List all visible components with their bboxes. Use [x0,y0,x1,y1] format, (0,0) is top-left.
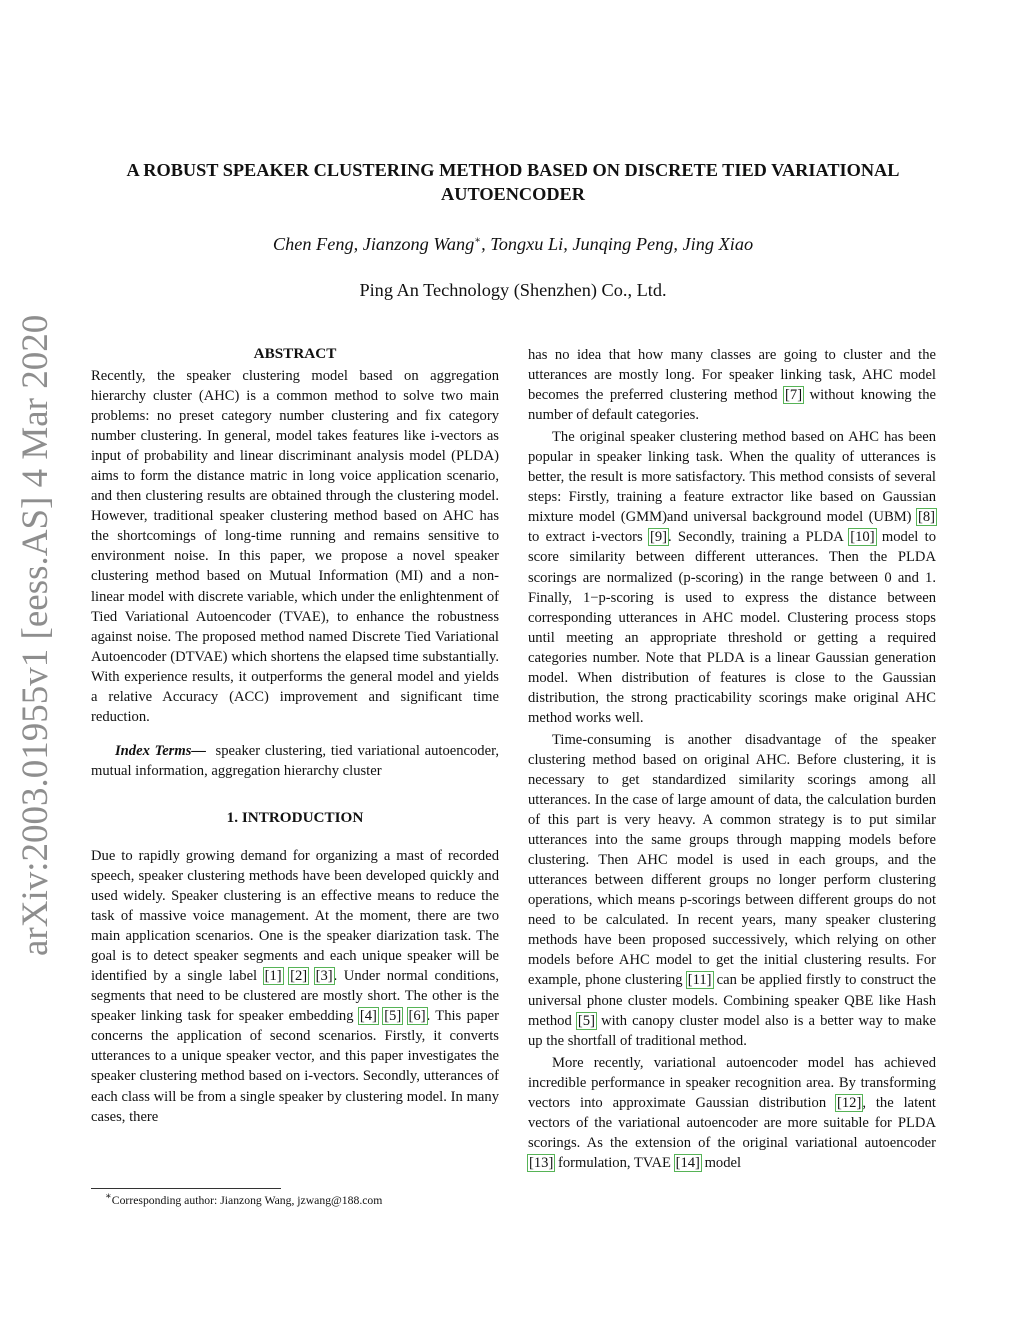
right-text-3c: with canopy cluster model also is a better way to make up the shortfall of traditional method. [528,1012,936,1049]
citation-link-10[interactable]: [10] [850,529,875,546]
right-text-4c: formulation, TVAE [554,1154,675,1171]
citation-link-13[interactable]: [13] [529,1154,554,1171]
authors-rest: , Tongxu Li, Junqing Peng, Jing Xiao [481,234,754,254]
introduction-paragraph [91,846,499,1127]
citation-link-5[interactable]: [5] [384,1008,402,1025]
index-terms-text: speaker clustering, tied variational autoencoder, mutual information, aggregation hierarchy cluster [91,742,500,779]
citation-link-8[interactable]: [8] [917,509,935,526]
citation-link-6[interactable]: [6] [408,1008,426,1025]
intro-text-1: Due to rapidly growing demand for organizing a mast of recorded speech, speaker clustering methods have been developed quickly and used widely. Speaker clustering is an effective means to reduce the task of massive voice management. At the moment, there are two main application scenarios. One is the speaker diarization task. The goal is to detect speaker segments and each unique speaker will be identified by a single label [91,847,499,985]
right-text-4a: More recently, variational autoencoder model has achieved incredible performance in speaker recognition area. By transforming vectors into approximate Gaussian distribution [528,1054,936,1111]
index-terms [91,741,499,781]
right-paragraph-2 [528,427,936,728]
title-line-2: AUTOENCODER [441,184,585,204]
author-list [80,232,946,256]
paper-title [80,158,946,206]
citation-link-5b[interactable]: [5] [577,1012,595,1029]
citation-link-12[interactable]: [12] [837,1094,862,1111]
right-text-2d: model to score similarity between different utterances. Then the PLDA scorings are normalized (p-scoring) in the range between 0 and 1. Finally, 1−p-scoring is used to express the distance between corresponding utterances in AHC model. Clustering process stops until meeting an appropriate threshold or getting a required categories number. Note that PLDA is a linear Gaussian generation model. When distribution of features is close to the Gaussian distribution, the strong practicability scorings make original AHC method works well. [528,529,936,726]
right-paragraph-3 [528,730,936,1051]
citation-link-3[interactable]: [3] [315,968,333,985]
abstract-heading: ABSTRACT [253,345,337,362]
footnote-mark: ∗ [105,1191,112,1203]
introduction-heading: 1. INTRODUCTION [226,808,364,826]
right-text-1a: has no idea that how many classes are going to cluster and the utterances are mostly long. For speaker linking task, AHC model becomes the preferred clustering method [528,347,936,404]
footnote-rule [91,1188,281,1189]
citation-link-2[interactable]: [2] [290,968,308,985]
arxiv-identifier: arXiv:2003.01955v1 [eess.AS] 4 Mar 2020 [15,314,56,956]
right-text-1b: without knowing the number of default categories. [528,387,936,424]
right-text-3b: can be applied firstly to construct the universal phone cluster models. Combining speaker QBE like Hash method [528,972,936,1029]
affiliation: Ping An Technology (Shenzhen) Co., Ltd. [359,280,667,300]
right-text-3a: Time-consuming is another disadvantage of the speaker clustering method based on original AHC. Before clustering, it is necessary to get standardized similarity scorings among all utterances. In the case of large amount of data, the calculation burden of this part is very heavy. A common strategy is to put similar utterances into the same groups through mapping models before clustering. Then AHC model is used in each groups, and the utterances between different groups no longer perform clustering operations, which means p-scorings between different groups do not need to be calculated. In recent years, many speaker clustering methods have been proposed successively, which relying on other models before AHC model to get the initial clustering results. For example, phone clustering [528,731,936,989]
right-text-4d: model [700,1154,742,1171]
right-text-2a: The original speaker clustering method based on AHC has been popular in speaker linking task. When the quality of utterances is better, the result is more satisfactory. This method consists of several steps: Firstly, training a feature extractor like based on Gaussian mixture model (GMM)and universal background model (UBM) [528,429,936,526]
citation-link-4[interactable]: [4] [359,1008,377,1025]
right-text-2c: . Secondly, training a PLDA [668,529,850,546]
citation-link-9[interactable]: [9] [649,529,667,546]
intro-text-3: . This paper concerns the application of second scenarios. Firstly, it converts utterances to a unique speaker vector, and this paper investigates the speaker clustering method based on i-vectors. Secondly, utterances of each class will be from a single speaker by clustering model. In many cases, there [91,1008,499,1125]
authors-first: Chen Feng, Jianzong Wang [272,234,475,254]
right-text-2b: to extract i-vectors [528,529,649,546]
title-line-1: A ROBUST SPEAKER CLUSTERING METHOD BASED ON DISCRETE TIED VARIATIONAL [126,160,900,180]
citation-link-7[interactable]: [7] [785,387,803,404]
right-column [528,345,936,1173]
footnote [91,1193,499,1209]
intro-text-2: . Under normal conditions, segments that need to be clustered are mostly short. The other is the speaker linking task for speaker embedding [91,968,499,1025]
left-column [91,344,499,1127]
abstract-text: Recently, the speaker clustering model based on aggregation hierarchy cluster (AHC) is a common method to solve two main problems: no preset category number clustering and fix category number clustering. In general, model takes features like i-vectors as input of probability and linear discriminant analysis model (PLDA) aims to form the distance matric in long voice application scenario, and then clustering results are obtained through the clustering model. However, traditional speaker clustering method based on AHC has the shortcomings of long-time running and remains sensitive to environment noise. In this paper, we propose a novel speaker clustering method based on Mutual Information (MI) and a non-linear model with discrete variable, which under the enlightenment of Tied Variational Autoencoder (TVAE), to enhance the robustness against noise. The proposed method named Discrete Tied Variational Autoencoder (DTVAE) which shortens the elapsed time substantially. With experience results, it outperforms the general model and yields a relative Accuracy (ACC) improvement and significant time reduction. [91,368,499,725]
citation-link-1[interactable]: [1] [264,968,282,985]
footnote-text: Corresponding author: Jianzong Wang, jzwang@188.com [111,1194,383,1207]
right-paragraph-4 [528,1053,936,1173]
right-text-4b: , the latent vectors of the variational autoencoder are more suitable for PLDA scorings. As the extension of the original variational autoencoder [528,1094,936,1151]
right-paragraph-1 [528,345,936,425]
citation-link-11[interactable]: [11] [687,972,712,989]
corresponding-author-mark: ∗ [474,234,482,246]
index-terms-label: Index Terms— [115,742,206,759]
citation-link-14[interactable]: [14] [675,1154,700,1171]
